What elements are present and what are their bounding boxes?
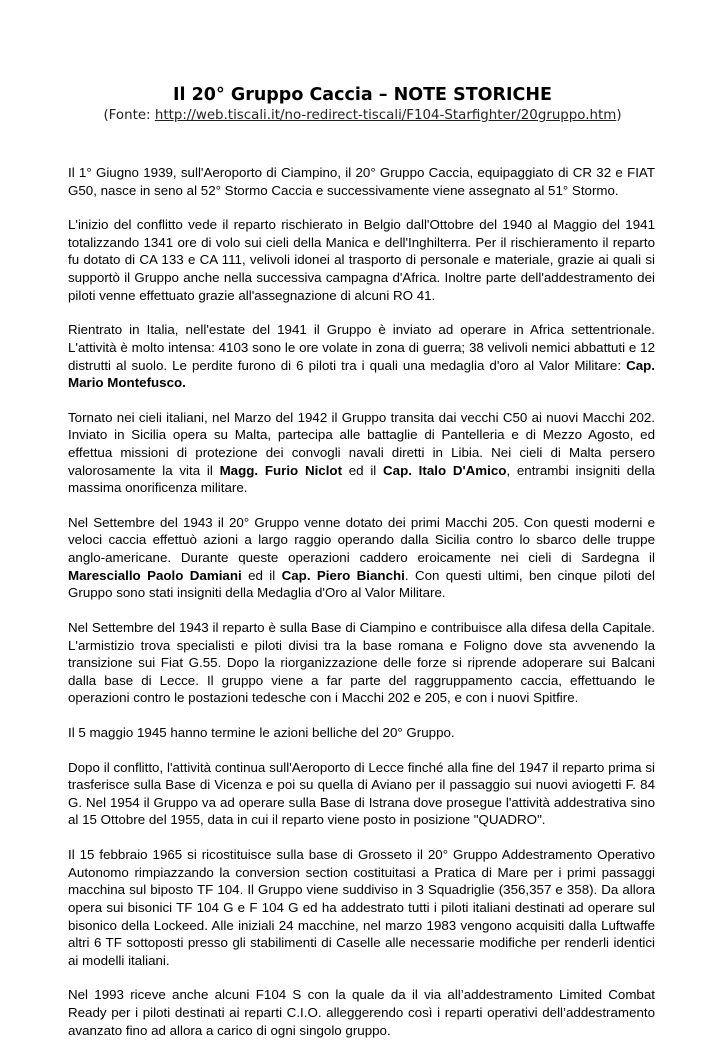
person-name: Cap. Piero Bianchi: [281, 567, 405, 583]
paragraph: [68, 321, 655, 391]
paragraph-text: Nel Settembre del 1943 il reparto è sulla Base di Ciampino e contribuisce alla difesa della Capitale. L'armistizio trova specialisti e piloti divisi tra la base romana e Foligno dove sta avvenendo la transizione sui Fiat G.55. Dopo la riorganizzazione delle forze si riprende adoperare sui Balcani dalla base di Lecce. Il gruppo viene a far parte del raggruppamento caccia, effettuando le operazioni contro le postazioni tedesche con i Macchi 202 e 205, e con i nuovi Spitfire.: [68, 619, 655, 706]
paragraph-text: Il 15 febbraio 1965 si ricostituisce sulla base di Grosseto il 20° Gruppo Addestramento Operativo Autonomo rimpiazzando la conversion section costituitasi a Pratica di Mare per i primi passaggi macchina sul biposto TF 104. Il Gruppo viene suddiviso in 3 Squadriglie (356,357 e 358). Da allora opera sui bisonici TF 104 G e F 104 G ed ha addestrato tutti i piloti italiani destinati ad operare sul bisonico della Lockeed. Alle iniziali 24 macchine, nel marzo 1983 vengono acquisiti dalla Luftwaffe altri 6 TF sottoposti presso gli stabilimenti di Caselle alle necessarie modifiche per renderli identici ai modelli italiani.: [68, 847, 655, 968]
paragraph-text: , entrambi insigniti della massima onorificenza militare.: [68, 462, 655, 496]
paragraph: [68, 986, 655, 1039]
person-name: Magg. Furio Niclot: [219, 462, 343, 478]
paragraph-text: Il 1° Giugno 1939, sull'Aeroporto di Ciampino, il 20° Gruppo Caccia, equipaggiato di CR 32 e FIAT G50, nasce in seno al 52° Stormo Caccia e successivamente viene assegnato al 51° Stormo.: [68, 165, 655, 198]
paragraph: [68, 216, 655, 304]
paragraph-text: ed il: [241, 567, 282, 583]
person-name: Maresciallo Paolo Damiani: [68, 567, 242, 583]
paragraph: [68, 164, 655, 199]
paragraph: [68, 619, 655, 707]
person-name: Cap. Italo D'Amico: [383, 462, 507, 478]
paragraph-text: L'inizio del conflitto vede il reparto rischierato in Belgio dall'Ottobre del 1940 al Maggio del 1941 totalizzando 1341 ore di volo sui cieli della Manica e dell'Inghilterra. Per il rischieramento il reparto fu dotato di CA 133 e CA 111, velivoli idonei al trasporto di personale e materiale, grazie ai quali si supportò il Gruppo anche nella successiva campagna d'Africa. Inoltre parte dell'addestramento dei piloti venne effettuato grazie all'assegnazione di alcuni RO 41.: [68, 217, 655, 303]
source-link[interactable]: http://web.tiscali.it/no-redirect-tiscali/F104-Starfighter/20gruppo.htm: [154, 108, 617, 123]
source-prefix: (Fonte:: [103, 108, 151, 123]
paragraph-text: Nel Settembre del 1943 il 20° Gruppo venne dotato dei primi Macchi 205. Con questi moderni e veloci caccia effettuò azioni a largo raggio operando dalla Sicilia contro lo sbarco delle truppe anglo-americane. Durante queste operazioni caddero eroicamente nei cieli di Sardegna il: [68, 514, 655, 566]
paragraph-text: ed il: [342, 462, 384, 478]
paragraph: [68, 409, 655, 497]
paragraph-text: Dopo il conflitto, l'attività continua sull'Aeroporto di Lecce finché alla fine del 1947 il reparto prima si trasferisce sulla Base di Vicenza e poi su quella di Aviano per il passaggio sui nuovi aviogetti F. 84 G. Nel 1954 il Gruppo va ad operare sulla Base di Istrana dove prosegue l'attività addestrativa sino al 15 Ottobre del 1955, data in cui il reparto viene posto in posizione "QUADRO".: [68, 759, 655, 828]
document-title: Il 20° Gruppo Caccia – NOTE STORICHE: [173, 85, 552, 105]
paragraph: [68, 759, 655, 829]
paragraph-text: Rientrato in Italia, nell'estate del 1941 il Gruppo è inviato ad operare in Africa settentrionale. L'attività è molto intensa: 4103 sono le ore volate in zona di guerra; 38 velivoli nemici abbattuti e 12 distrutti al suolo. Le perdite furono di 6 piloti tra i quali una medaglia d'oro al Valor Militare:: [68, 322, 655, 373]
paragraph-text: Nel 1993 riceve anche alcuni F104 S con la quale da il via all’addestramento Limited Combat Ready per i piloti destinati ai reparti C.I.O. alleggerendo così i reparti operativi dell’addestramento avanzato fino ad allora a carico di ogni singolo gruppo.: [68, 987, 655, 1038]
paragraph-text: Tornato nei cieli italiani, nel Marzo del 1942 il Gruppo transita dai vecchi C50 ai nuovi Macchi 202. Inviato in Sicilia opera su Malta, partecipa alle battaglie di Pantelleria e di Mezzo Agosto, ed effettua missioni di protezione dei convogli navali diretti in Libia. Nei cieli di Malta persero valorosamente la vita il: [68, 409, 655, 478]
paragraph: [68, 514, 655, 602]
document-body: [68, 164, 655, 1056]
paragraph: [68, 846, 655, 969]
paragraph-text: Il 5 maggio 1945 hanno termine le azioni belliche del 20° Gruppo.: [68, 725, 455, 740]
paragraph: [68, 724, 655, 742]
paragraph-text: . Con questi ultimi, ben cinque piloti del Gruppo sono stati insigniti della Medaglia d'Oro al Valor Militare.: [68, 567, 655, 601]
person-name: Cap. Mario Montefusco.: [68, 357, 655, 391]
source-suffix: ): [616, 108, 622, 123]
source-line: [0, 107, 725, 125]
